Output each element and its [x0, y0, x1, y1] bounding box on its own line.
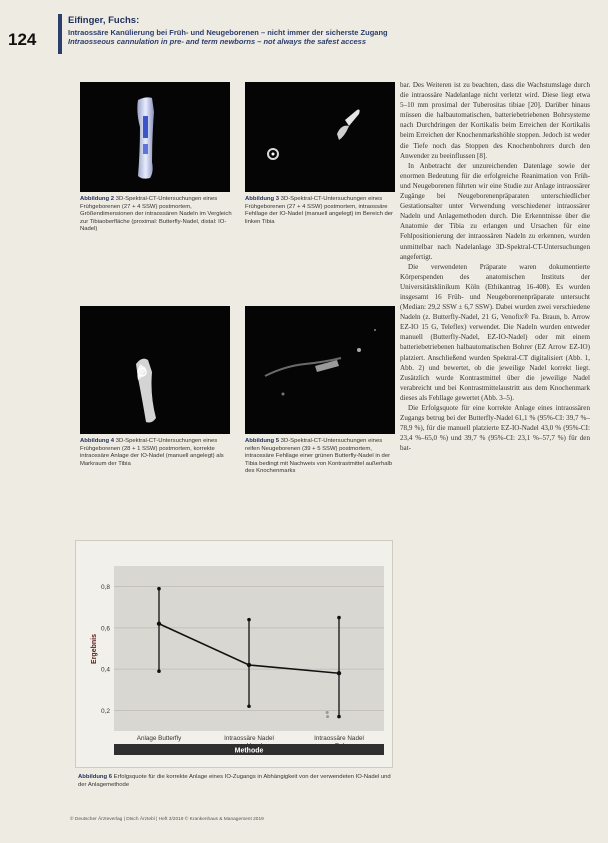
y-tick-label: 0,6 [100, 625, 110, 633]
header-accent-bar [58, 14, 62, 54]
error-bar-upper-cap [337, 616, 341, 620]
paragraph-3: Die verwendeten Präparate waren dokumentierte Körperspenden des anatomischen Instituts der Universitätsklinikum Köln (Ethikantrag 16-408). Es wurden insgesamt 16 Früh- und Neugeborenenpräparate untersucht (Median: 29,2 SSW ± 6,7 SSW). Dabei wurden zwei verschiedene Nadeln (z. Butterfly-Nadel, 21 G, Venofix® Fa. Braun, b. Arrow EZ-IO 15 G, Teleflex) verwendet. Die Nadeln wurden entweder manuell (Butterfly-Nadel, EZ-IO-Nadel) oder mit einem batteriebetriebenen halbautomatischen Bohrer (EZ Arrow EZ-IO) platziert. Anschließend wurden Spektral-CT digitalisiert (Abb. 1, Abb. 2) und bewertet, ob die jeweilige Nadel korrekt liegt. Zusätzlich wurde Kontrastmittel über die jeweilige Nadel verabreicht und bei Kontrastmittelaustritt aus dem Knochenmark dieses als Fehllage gewertet (Abb. 3–5). [400, 262, 590, 402]
figure-5-image [245, 306, 395, 434]
error-bar-lower-cap [247, 704, 251, 708]
figure-5-caption: Abbildung 5 3D-Spektral-CT-Untersuchungen eines reifen Neugeborenen (39 + 5 SSW) postmortem, intraossäre Fehllage einer grünen Butterfly-Nadel in der Tibia bedingt mit Nachweis von Kontrastmittel außerhalb des Knochenmarks [245, 438, 393, 475]
authors: Eifinger, Fuchs: [68, 15, 140, 26]
series-point [157, 622, 161, 626]
x-axis-label: Methode [234, 747, 264, 755]
y-axis-label: Ergebnis [91, 634, 98, 664]
y-tick-label: 0,4 [100, 666, 110, 674]
x-category-label: Intraossäre Nadel [314, 735, 364, 742]
figure-6-chart [75, 540, 393, 768]
chart-canvas [76, 541, 394, 769]
page-number: 124 [8, 30, 37, 49]
error-bar-upper-cap [157, 587, 161, 591]
error-bar-lower-cap [157, 669, 161, 673]
body-text-column [400, 80, 590, 453]
y-tick-label: 0,2 [100, 707, 110, 715]
error-bar-upper-cap [247, 618, 251, 622]
figure-2-image [80, 82, 230, 192]
figure-2-caption: Abbildung 2 3D-Spektral-CT-Untersuchungen eines Frühgeborenen (27 + 4 SSW) postmortem, Größendimensionen der intraossären Nadeln im Vergleich zur Tibiaoberfläche (proximal: Butterfly-Nadel, distal: IO-Nadel) [80, 196, 232, 233]
figure-4-image [80, 306, 230, 434]
series-point [247, 663, 251, 667]
y-tick-label: 0,8 [100, 584, 110, 592]
figure-3-image [245, 82, 395, 192]
figure-3-caption: Abbildung 3 3D-Spektral-CT-Untersuchungen eines Frühgeborenen (27 + 4 SSW) postmortem, intraossäre Fehllage der IO-Nadel (manuell angelegt) im Bereich der linken Tibia [245, 196, 393, 225]
series-point [337, 671, 341, 675]
page-footer: © Deutscher Ärzteverlag | Dtsch Ärztebl | Heft 3/2019 © Krankenhaus & Management 2019 [70, 817, 264, 822]
x-category-label: Intraossäre Nadel [224, 735, 274, 742]
title-german: Intraossäre Kanülierung bei Früh- und Neugeborenen – nicht immer der sicherste Zugang [68, 28, 388, 37]
paragraph-2: In Anbetracht der unzureichenden Datenlage sowie der enormen Bedeutung für die erfolgreiche Reanimation von Früh- und Neugeborenen führten wir eine Studie zur Anlage intraossärer Zugänge bei Neugeborenenpräparaten unterschiedlicher Gestationsalter unter Verwendung verschiedener intraossärer Nadeln und Anlagemethoden durch. Die Erkenntnisse über die Anatomie der Tibia zu erlangen und Ursachen für eine Fehlpositionierung der intraossären Nadeln zu erkennen, wurden unmittelbar nach Nadelanlage 3D-Spektral-CT-Untersuchungen angefertigt. [400, 161, 590, 261]
figure-4-caption: Abbildung 4 3D-Spektral-CT-Untersuchungen eines Frühgeborenen (28 + 1 SSW) postmortem, korrekte intraossäre Anlage der IO-Nadel (manuell angelegt) als Markraum der Tibia [80, 438, 224, 467]
paragraph-1: bar. Des Weiteren ist zu beachten, dass die Wachstumslage durch die intraossäre Nadelanlage nicht verletzt wird. Diese liegt etwa 5–10 mm proximal der Tuberositas tibiae [20]. Darüber hinaus müssen die halbautomatischen, batteriebetriebenen Bohrsysteme nach Durchdringen der Kortikalis beim Erreichen der Kortikalis beim Erreichen der Knochenmarkshöhle stoppen. Jedoch ist weder die Tiefe noch das Stoppen des Knochenbohrers durch den Anwender zu beeinflussen [8]. [400, 81, 590, 160]
title-english: Intraosseous cannulation in pre- and term newborns – not always the safest access [68, 37, 367, 46]
paragraph-4: Die Erfolgsquote für eine korrekte Anlage eines intraossären Zugangs betrug bei der Butterfly-Nadel 61,1 % (95%-CI: 39,7 %–78,9 %), für die manuell platzierte EZ-IO-Nadel 43,0 % (95%-CI: 23,4 %–65,0 %) und 39,7 % (95%-CI: 23,1 %–57,7 %) für den bat- [400, 404, 590, 453]
article-header [68, 15, 588, 46]
error-bar-lower-cap [337, 715, 341, 719]
figure-6-caption: Abbildung 6 Erfolgsquote für die korrekte Anlage eines IO-Zugangs in Abhängigkeit von der verwendeten IO-Nadel und der Anlagemethode [78, 774, 391, 788]
outlier-point [326, 711, 329, 714]
outlier-point [326, 715, 329, 718]
x-category-label: Anlage Butterfly [136, 735, 182, 742]
